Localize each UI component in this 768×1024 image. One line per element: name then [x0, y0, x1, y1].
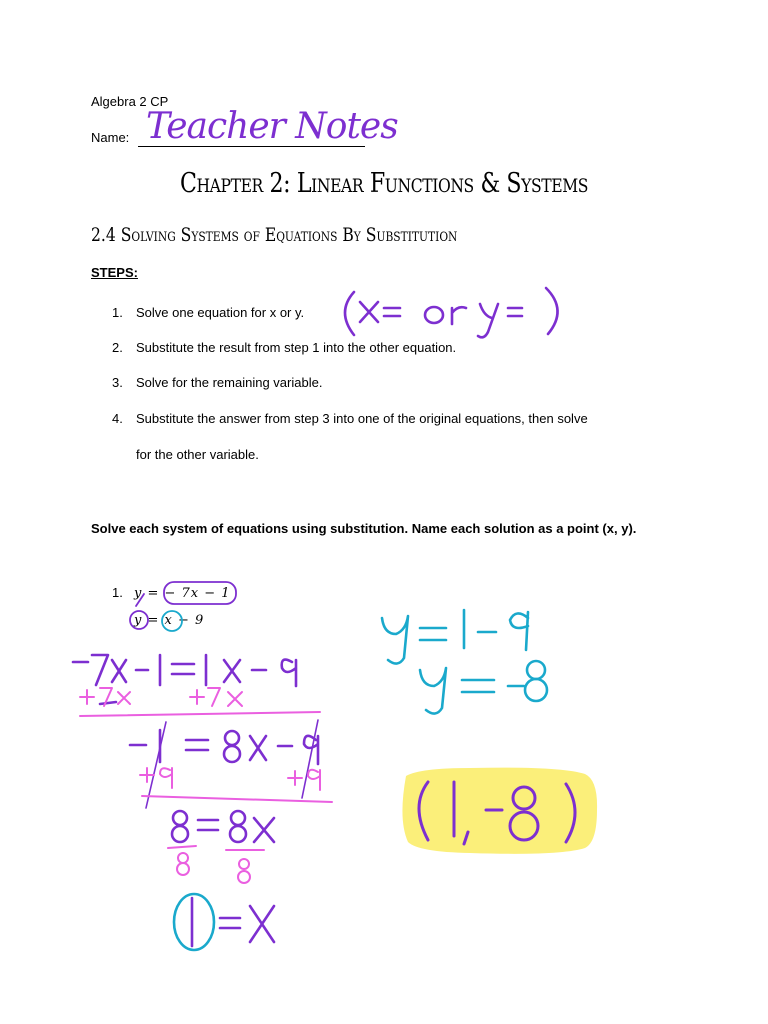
- step-number: 4.: [112, 411, 123, 426]
- equation-1: y = − 7x − 1: [134, 586, 231, 601]
- step-number: 1.: [112, 305, 123, 320]
- instructions: Solve each system of equations using substitution. Name each solution as a point (x, y).: [91, 521, 637, 536]
- course-name: Algebra 2 CP: [91, 94, 169, 109]
- section-title: 2.4 Solving Systems of Equations By Substitution: [91, 224, 458, 246]
- left-work-line-2: [130, 720, 318, 808]
- left-work-line-4: [174, 894, 274, 950]
- step-number: 3.: [112, 375, 123, 390]
- left-work-line-3: [172, 811, 274, 842]
- name-label: Name:: [91, 130, 130, 145]
- equation-2: y = x − 9: [134, 613, 205, 628]
- step1-handwritten-note: [345, 288, 558, 337]
- step-text: Solve one equation for x or y.: [136, 305, 305, 320]
- left-work-adds-2: [140, 768, 332, 802]
- handwritten-name: Teacher Notes: [146, 106, 398, 147]
- problem-number: 1.: [112, 585, 123, 600]
- step-text: Substitute the result from step 1 into the other equation.: [136, 340, 457, 355]
- left-work-divide: [168, 846, 264, 883]
- left-work: [73, 655, 296, 704]
- step-text: Solve for the remaining variable.: [136, 375, 323, 390]
- right-work: [382, 610, 547, 714]
- steps-heading: STEPS:: [91, 265, 138, 280]
- step-number: 2.: [112, 340, 123, 355]
- chapter-title: Chapter 2: Linear Functions & Systems: [179, 168, 589, 199]
- equation-circles: [130, 582, 236, 631]
- step-text: for the other variable.: [136, 447, 259, 462]
- step-text: Substitute the answer from step 3 into one of the original equations, then solve: [136, 411, 588, 426]
